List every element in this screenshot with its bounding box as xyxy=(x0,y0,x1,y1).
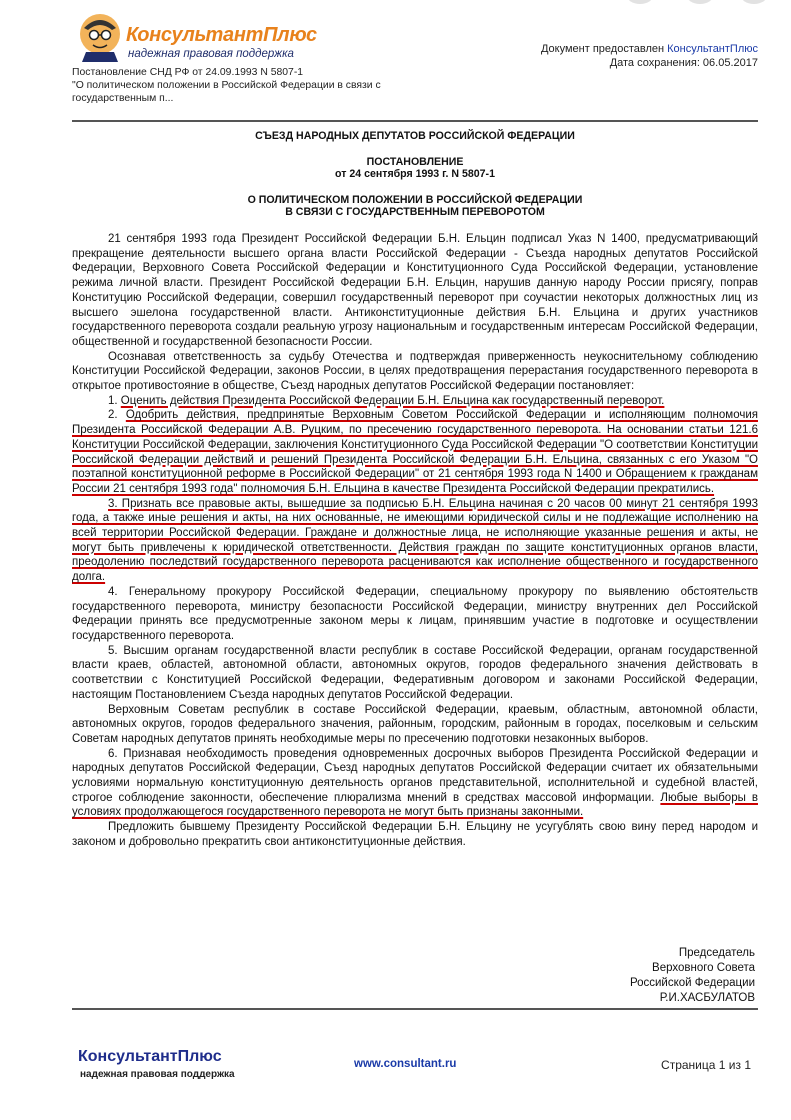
signature-line: Российской Федерации xyxy=(629,977,755,989)
underlined-text: Любые выборы в условиях продолжающегося государственного переворота не могут быть признаны законными. xyxy=(72,791,758,819)
mascot-logo-icon xyxy=(78,12,122,62)
plain-text: 6. Признавая необходимость проведения одновременных досрочных выборов Президента Российской Федерации и народных депутатов Российской Федерации, Съезд народных депутатов Российской Федерации считает их обязательными условиями нормальную конституционную деятельность органов представительной, исполнительной и судебной властей, строгое соблюдение законности, обеспечение плюрализма мнений в средствах массовой информации. xyxy=(72,747,758,804)
document-reference xyxy=(72,66,402,105)
signature-line: Верховного Совета xyxy=(652,962,755,974)
underlined-text: Оценить действия Президента Российской Федерации Б.Н. Ельцина как государственный переворот. xyxy=(120,394,665,407)
doc-ref-line: Постановление СНД РФ от 24.09.1993 N 5807-1 xyxy=(72,67,304,78)
doc-ref-line: "О политическом положении в Российской Федерации в связи с xyxy=(72,80,381,91)
subject-title-line2: В СВЯЗИ С ГОСУДАРСТВЕННЫМ ПЕРЕВОРОТОМ xyxy=(285,206,545,218)
paragraph xyxy=(72,408,758,496)
paragraph: 4. Генеральному прокурору Российской Федерации, специальному прокурору по выявлению обстоятельств государственного переворота, министру безопасности Российской Федерации, министру внутренних дел Российской Федерации принять все предусмотренные законом меры к лицам, принявшим участие в подготовке и осуществлении государственного переворота. xyxy=(72,585,758,642)
partial-circle-3 xyxy=(740,0,768,4)
signature-line: Председатель xyxy=(678,947,755,959)
footer-divider xyxy=(72,1008,758,1010)
provided-brand-link[interactable]: КонсультантПлюс xyxy=(667,43,758,55)
paragraph xyxy=(72,497,758,585)
footer-url-link[interactable]: www.consultant.ru xyxy=(354,1058,457,1070)
provided-by xyxy=(541,42,758,70)
resolution-title: ПОСТАНОВЛЕНИЕ xyxy=(366,156,464,168)
logo-slogan: надежная правовая поддержка xyxy=(128,48,294,60)
consultant-logo[interactable] xyxy=(78,12,317,70)
underlined-text: 3. Признать все правовые акты, вышедшие за подписью Б.Н. Ельцина начиная с 20 часов 00 минут 21 сентября 1993 года, а также иные решения и акты, на них основанные, не имеющими юридической силы и не подлежащие исполнению на всей территории Российской Федерации. Граждане и должностные лица, не исполняющие указанные решения и акты, не могут быть привлечены к юридической ответственности. Действия граждан по защите конституционных органов власти, преодолению последствий государственного переворота расцениваются как исполнение общественного и государственного долга. xyxy=(72,497,758,584)
document-header xyxy=(72,8,758,118)
partial-circle-1 xyxy=(626,0,654,4)
paragraph: Предложить бывшему Президенту Российской Федерации Б.Н. Ельцину не усугублять свою вину перед народом и законом и добровольно прекратить свои антиконституционные действия. xyxy=(72,821,758,848)
page-counter: Страница 1 из 1 xyxy=(661,1058,751,1072)
saved-date: Дата сохранения: 06.05.2017 xyxy=(609,57,758,69)
paragraph: Верховным Советам республик в составе Российской Федерации, краевым, областным, автономной области, автономных округов, городов федерального значения, районным, городским, районным в городах, поселковым и сельским Советам народных депутатов принять необходимые меры по пресечению подготовки незаконных выборов. xyxy=(72,703,758,745)
paragraph: 5. Высшим органам государственной власти республик в составе Российской Федерации, органам государственной власти краев, областей, автономной области, автономных округов, городов федерального значения действовать в соответствии с Конституцией Российской Федерации, Федеративным договором и законами Российской Федерации, настоящим Постановлением Съезда народных депутатов Российской Федерации. xyxy=(72,644,758,701)
provided-prefix: Документ предоставлен xyxy=(540,43,668,55)
signature-block xyxy=(630,946,755,1006)
logo-brand: КонсультантПлюс xyxy=(126,24,317,46)
congress-title: СЪЕЗД НАРОДНЫХ ДЕПУТАТОВ РОССИЙСКОЙ ФЕДЕРАЦИИ xyxy=(255,130,575,142)
doc-ref-line: государственным п... xyxy=(72,93,174,104)
document-body xyxy=(72,232,758,850)
header-divider xyxy=(72,120,758,122)
underlined-text: Одобрить действия, предпринятые Верховным Советом Российской Федерации и исполняющим полномочия Президента Российской Федерации А.В. Руцким, по пресечению государственного переворота. На основании статьи 121.6 Конституции Российской Федерации, заключения Конституционного Суда Российской Федерации "О соответствии Конституции Российской Федерации действий и решений Президента Российской Федерации Б.Н. Ельцина, связанных с его Указом "О поэтапной конституционной реформе в Российской Федерации" от 21 сентября 1993 года N 1400 и Обращением к гражданам России 21 сентября 1993 года" полномочия Б.Н. Ельцина в качестве Президента Российской Федерации прекратились. xyxy=(72,409,758,495)
paragraph xyxy=(72,747,758,821)
partial-circle-2 xyxy=(686,0,714,4)
footer-slogan: надежная правовая поддержка xyxy=(80,1069,235,1080)
paragraph: Осознавая ответственность за судьбу Отечества и подтверждая приверженность неукоснительному соблюдению Конституции Российской Федерации, законов России, в целях предотвращения перерастания государственного переворота в открытое противостояние в обществе, Съезд народных депутатов Российской Федерации постановляет: xyxy=(72,350,758,393)
paragraph: 21 сентября 1993 года Президент Российской Федерации Б.Н. Ельцин подписал Указ N 1400, предусматривающий прекращение деятельности высшего органа власти Российской Федерации - Съезда народных депутатов Российской Федерации, Верховного Совета Российской Федерации и Конституционного Суда Российской Федерации, установление режима личной власти. Президент Российской Федерации Б.Н. Ельцин, нарушив данную народу России присягу, поправ Конституцию Российской Федерации, совершил государственный переворот при соучастии некоторых должностных лиц из высшего эшелона государственной власти. Антиконституционные действия Б.Н. Ельцина и других участников государственного переворота создали реальную угрозу национальным и государственным интересам Российской Федерации, общественной и государственной безопасности России. xyxy=(72,233,758,348)
footer-brand[interactable]: КонсультантПлюс xyxy=(78,1048,222,1065)
subject-title-line1: О ПОЛИТИЧЕСКОМ ПОЛОЖЕНИИ В РОССИЙСКОЙ ФЕДЕРАЦИИ xyxy=(247,194,583,206)
signature-name: Р.И.ХАСБУЛАТОВ xyxy=(659,992,755,1004)
resolution-date: от 24 сентября 1993 г. N 5807-1 xyxy=(335,168,495,180)
paragraph xyxy=(72,394,758,409)
item-number: 1. xyxy=(108,394,121,407)
item-number: 2. xyxy=(108,409,126,422)
